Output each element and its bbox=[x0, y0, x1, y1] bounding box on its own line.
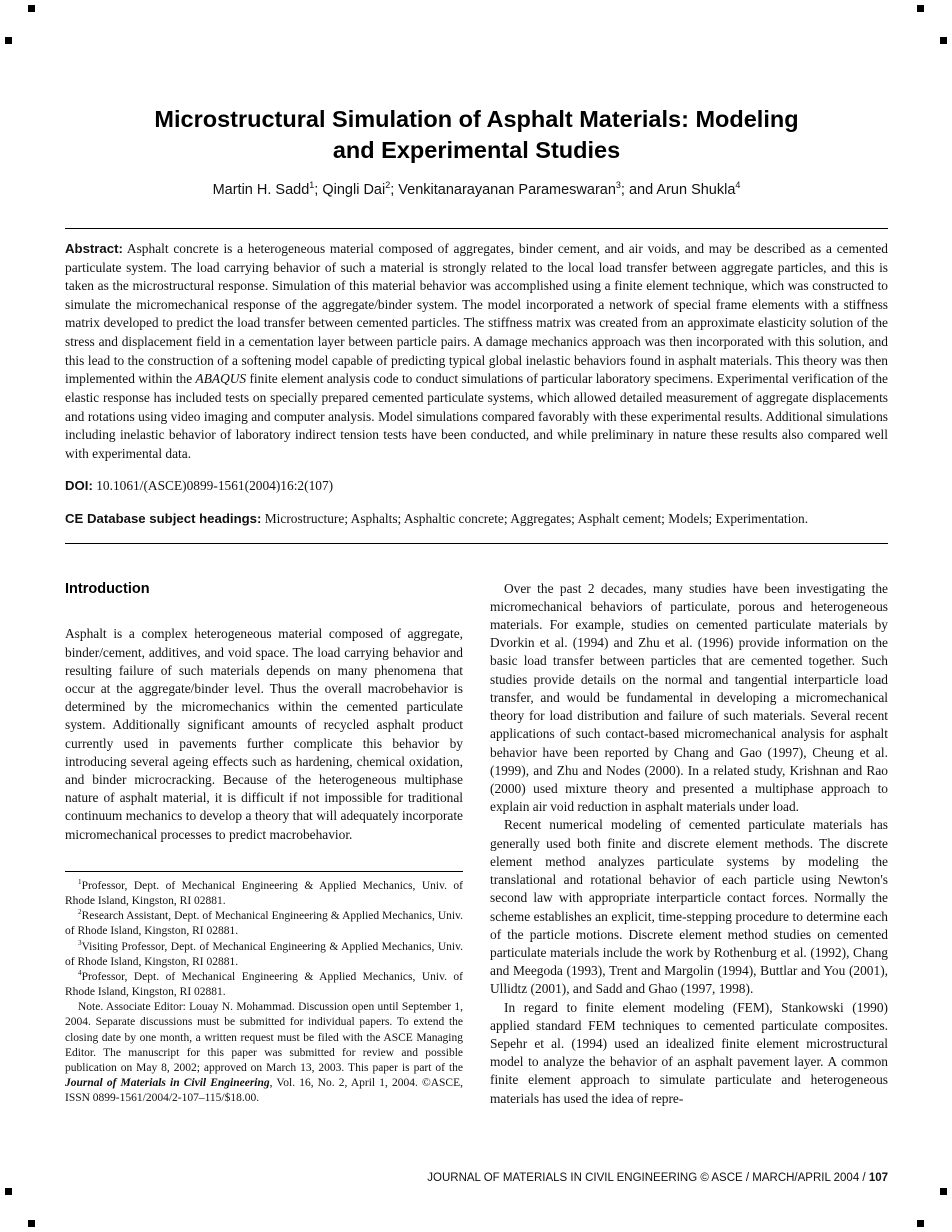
left-column bbox=[65, 580, 463, 1108]
author-separator: ; and bbox=[620, 181, 657, 198]
footnote-text: Research Assistant, Dept. of Mechanical Engineering & Applied Mechanics, Univ. of Rhode Island, Kingston, RI 02881. bbox=[65, 910, 463, 938]
footnote-number: 1 bbox=[78, 878, 82, 887]
paper-page bbox=[65, 0, 888, 1108]
crop-mark bbox=[940, 37, 947, 44]
author-footnote-ref: 4 bbox=[735, 180, 741, 191]
author-footnote-ref: 1 bbox=[309, 180, 315, 191]
author-name: Martin H. Sadd bbox=[212, 181, 310, 198]
footnote-text: Visiting Professor, Dept. of Mechanical Engineering & Applied Mechanics, Univ. of Rhode Island, Kingston, RI 02881. bbox=[65, 940, 463, 968]
ce-value: Microstructure; Asphalts; Asphaltic concrete; Aggregates; Asphalt cement; Models; Experimentation. bbox=[264, 511, 809, 527]
crop-mark bbox=[917, 5, 924, 12]
abstract-italic-term: ABAQUS bbox=[195, 371, 247, 387]
abstract-bottom-rule bbox=[65, 543, 888, 544]
footnote-number: 2 bbox=[78, 908, 82, 917]
crop-mark bbox=[28, 1220, 35, 1227]
author-line bbox=[65, 182, 888, 198]
body-paragraph: Over the past 2 decades, many studies have been investigating the micromechanical behaviors of particulate, porous and heterogeneous materials. For example, studies on cemented particulate materials by Dvorkin et al. (1994) and Zhu et al. (1996) provide information on the basic load transfer between particles that are cemented together. Such studies provide details on the normal and tangential interparticle load transfer, and would be fundamental in developing a micromechanical theory for load distribution and failure of such materials. Several recent applications of such contact-based micromechanical analysis for asphalt behavior have been reported by Chang and Gao (1997), Cheung et al. (1999), and Zhu and Nodes (2000). In a related study, Krishnan and Rao (2000) used mixture theory and presented a multiphase approach to explain air void reduction in asphalt materials under load. bbox=[490, 580, 888, 815]
doi-label: DOI: bbox=[65, 478, 93, 494]
author-name: Arun Shukla bbox=[656, 181, 736, 198]
body-paragraph: Recent numerical modeling of cemented particulate materials has generally used both finite and discrete element methods. The discrete element method analyzes particulate systems by modeling the translational and rotational behavior of each particle using Newton's second law with appropriate interparticle contact forces. Normally the scheme establishes an explicit, time-stepping procedure to determine each of the particle motions. Discrete element method studies on cemented particulate materials include the work by Rothenburg et al. (1992), Chang and Meegoda (1993), Trent and Margolin (1994), Buttlar and You (2001), Ullidtz (2001), and Sadd and Ghao (1997, 1998). bbox=[490, 817, 888, 997]
paper-title-line2: and Experimental Studies bbox=[332, 137, 621, 164]
footnote-author-4 bbox=[65, 970, 463, 1000]
footnote-text: Professor, Dept. of Mechanical Engineering & Applied Mechanics, Univ. of Rhode Island, Kingston, RI 02881. bbox=[65, 970, 463, 999]
two-column-body bbox=[65, 580, 888, 1108]
journal-footer bbox=[65, 1172, 888, 1184]
abstract-paragraph bbox=[65, 240, 888, 464]
note-text-part2: , Vol. 16, No. 2, April 1, 2004. ©ASCE, ISSN 0899-1561/2004/2-107–115/$18.00. bbox=[65, 1077, 463, 1105]
author-name: Qingli Dai bbox=[322, 181, 386, 198]
right-column bbox=[490, 580, 888, 1108]
author-separator: ; bbox=[390, 181, 399, 198]
footnote-editor-note bbox=[65, 1000, 463, 1106]
footnote-author-3 bbox=[65, 940, 463, 970]
page-number: 107 bbox=[868, 1172, 888, 1184]
body-paragraph: In regard to finite element modeling (FEM), Stankowski (1990) applied standard FEM techniques to cemented particulate composites. Sepehr et al. (1994) used an idealized finite element microstructural model to analyze the behavior of an asphalt pavement layer. A common finite element approach to simulate particulate and heterogeneous materials has used the idea of repre- bbox=[490, 999, 888, 1106]
footer-text: JOURNAL OF MATERIALS IN CIVIL ENGINEERING © ASCE / MARCH/APRIL 2004 / bbox=[427, 1172, 869, 1184]
footnote-number: 3 bbox=[78, 938, 82, 947]
doi-value: 10.1061/(ASCE)0899-1561(2004)16:2(107) bbox=[96, 478, 334, 494]
section-heading-introduction: Introduction bbox=[65, 580, 150, 597]
abstract-text-part1: Asphalt concrete is a heterogeneous material composed of aggregates, binder cement, and air voids, and may be described as a cemented particulate system. The load carrying behavior of such a material is strongly related to the local load transfer between aggregate particles, and this is taken as the microstructural response. Simulation of this material behavior was accomplished using a finite element technique, which was constructed to simulate the micromechanical response of the aggregate/binder system. The model incorporated a network of special frame elements with a stiffness matrix developed to predict the load transfer between cemented particles. The stiffness matrix was created from an approximate elasticity solution of the stress and displacement field in a cementation layer between particle pairs. A damage mechanics approach was then incorporated with this solution, and this lead to the construction of a softening model capable of predicting typical global inelastic behaviors found in asphalt materials. This theory was then implemented within the bbox=[65, 240, 889, 387]
abstract-top-rule bbox=[65, 228, 888, 229]
crop-mark bbox=[5, 37, 12, 44]
crop-mark bbox=[940, 1188, 947, 1195]
abstract-text-part2: finite element analysis code to conduct simulations of particular laboratory specimens. Experimental verification of the elastic response has included tests on specially prepared cemented particulate systems, which allowed detailed measurement of aggregate displacements and rotations using video imaging and computer analysis. Model simulations compared favorably with these experimental results. Additional simulations including inelastic behavior of laboratory indirect tension tests have been conducted, and while preliminary in nature these results also compared well with experimental data. bbox=[65, 371, 888, 461]
introduction-paragraph: Asphalt is a complex heterogeneous material composed of aggregate, binder/cement, additives, and void space. The load carrying behavior and resulting failure of such materials depends on many phenomena that occur at the aggregate/binder level. Thus the overall macrobehavior is determined by the micromechanics within the cemented particulate system. Additionally significant amounts of recycled asphalt product currently used in pavements further complicate this behavior by introducing several ageing effects such as hardening, chemical oxidation, and binder microcracking. Because of the heterogeneous multiphase nature of asphalt material, it is difficult if not impossible for traditional continuum mechanics to develop a theory that will adequately incorporate micromechanical processes to predict macrobehavior. bbox=[65, 626, 463, 842]
crop-mark bbox=[917, 1220, 924, 1227]
doi-line bbox=[65, 478, 888, 494]
paper-title-line1: Microstructural Simulation of Asphalt Materials: Modeling bbox=[154, 106, 799, 132]
note-text-part1: Note. Associate Editor: Louay N. Mohammad. Discussion open until September 1, 2004. Separate discussions must be submitted for individual papers. To extend the closing date by one month, a written request must be filed with the ASCE Managing Editor. The manuscript for this paper was submitted for review and possible publication on May 8, 2002; approved on March 13, 2003. This paper is part of the bbox=[65, 1001, 463, 1074]
footnote-text: Professor, Dept. of Mechanical Engineering & Applied Mechanics, Univ. of Rhode Island, Kingston, RI 02881. bbox=[65, 879, 463, 908]
ce-database-headings bbox=[65, 509, 888, 529]
crop-mark bbox=[28, 5, 35, 12]
ce-label: CE Database subject headings: bbox=[65, 511, 262, 527]
paper-title bbox=[65, 104, 888, 167]
footnote-author-1 bbox=[65, 879, 463, 909]
footnotes-block bbox=[65, 879, 463, 1107]
abstract-label: Abstract: bbox=[65, 240, 123, 256]
crop-mark bbox=[5, 1188, 12, 1195]
footnote-number: 4 bbox=[78, 969, 82, 978]
author-footnote-ref: 3 bbox=[615, 180, 621, 191]
footnote-separator-rule bbox=[65, 871, 463, 872]
journal-reference: Journal of Materials in Civil Engineering bbox=[65, 1077, 270, 1090]
author-footnote-ref: 2 bbox=[385, 180, 391, 191]
author-separator: ; bbox=[314, 181, 323, 198]
author-name: Venkitanarayanan Parameswaran bbox=[398, 181, 616, 198]
footnote-author-2 bbox=[65, 909, 463, 939]
